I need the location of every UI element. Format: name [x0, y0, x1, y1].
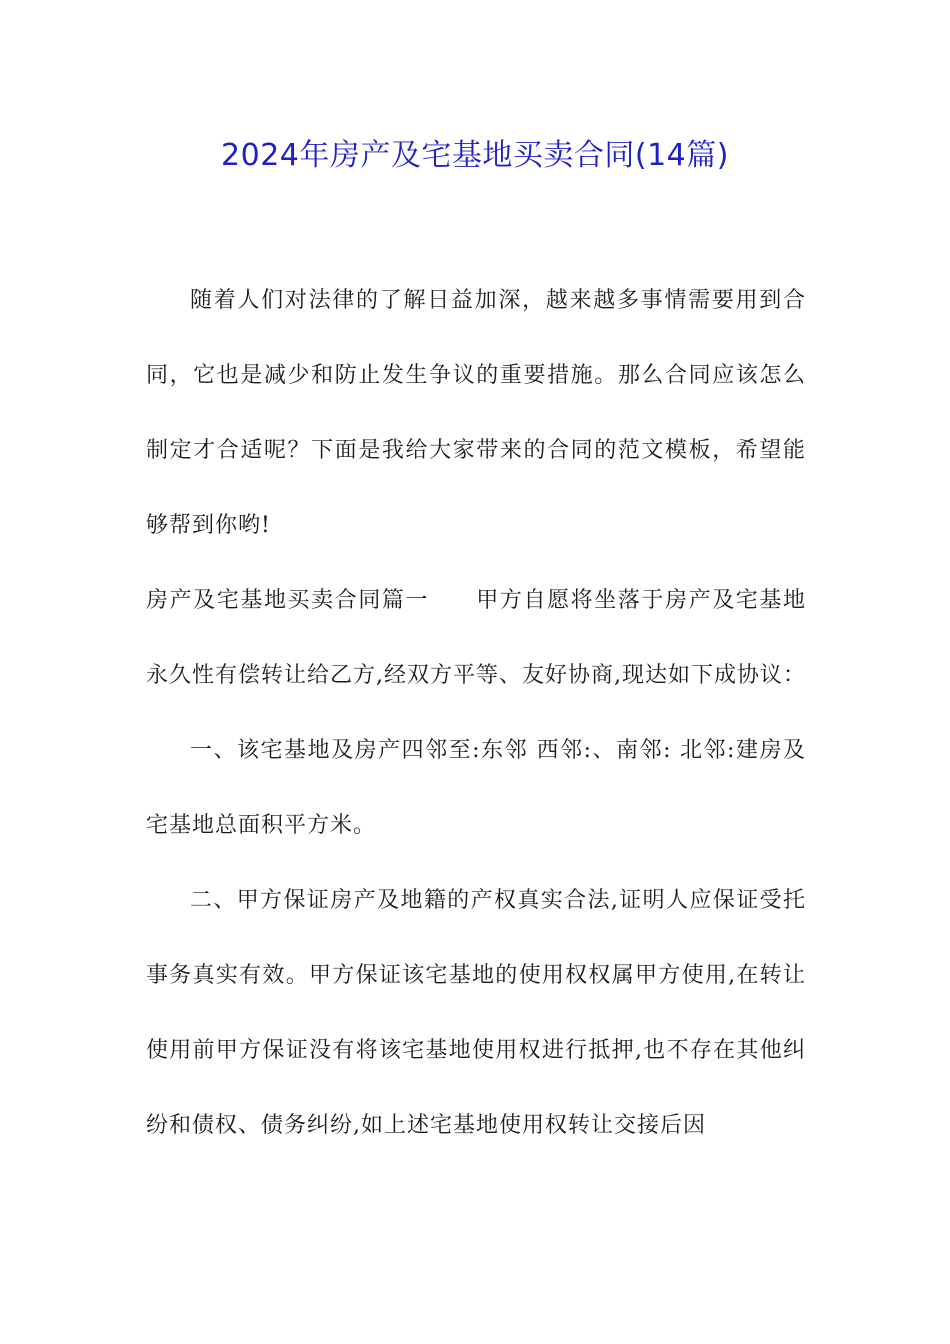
section-one-heading-paragraph: 房产及宅基地买卖合同篇一 甲方自愿将坐落于房产及宅基地永久性有偿转让给乙方,经双方平等、友好协商,现达如下成协议：	[146, 588, 806, 688]
document-title: 2024年房产及宅基地买卖合同(14篇)	[221, 138, 729, 173]
document-body	[146, 263, 806, 1163]
clause-two-paragraph: 二、甲方保证房产及地籍的产权真实合法,证明人应保证受托事务真实有效。甲方保证该宅基地的使用权权属甲方使用,在转让使用前甲方保证没有将该宅基地使用权进行抵押,也不存在其他纠纷和债权、债务纠纷,如上述宅基地使用权转让交接后因	[146, 888, 806, 1138]
intro-paragraph: 随着人们对法律的了解日益加深，越来越多事情需要用到合同，它也是减少和防止发生争议的重要措施。那么合同应该怎么制定才合适呢？下面是我给大家带来的合同的范文模板，希望能够帮到你哟!	[146, 288, 806, 538]
clause-one-paragraph: 一、该宅基地及房产四邻至:东邻 西邻:、南邻: 北邻:建房及宅基地总面积平方米。	[146, 738, 806, 838]
